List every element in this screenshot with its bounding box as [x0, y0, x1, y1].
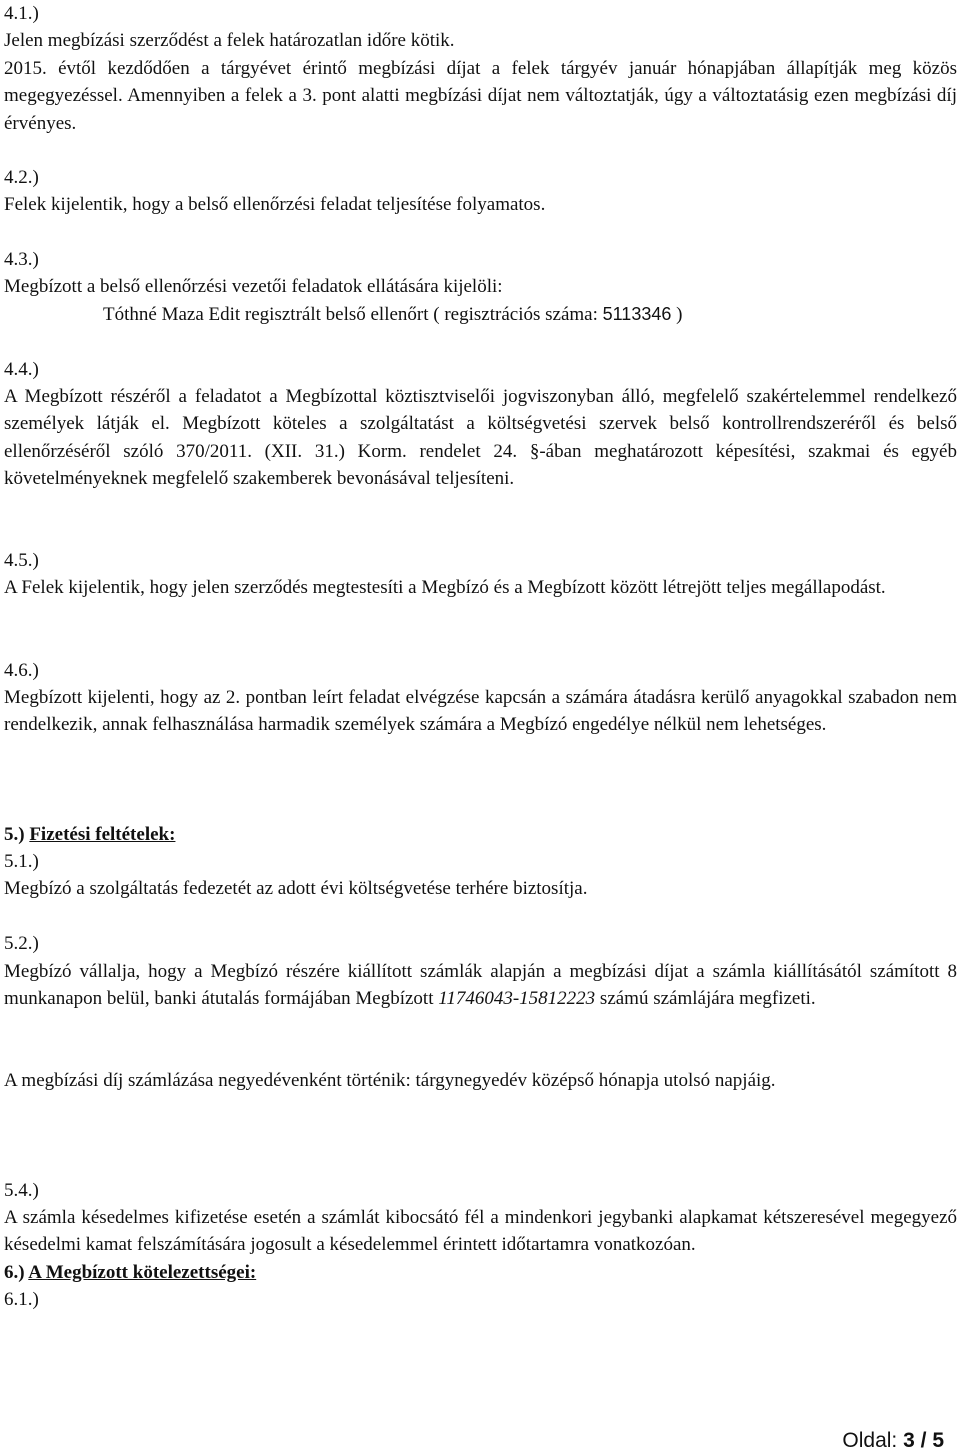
- appointee-closing-paren: ): [676, 304, 683, 325]
- appointee-line: [103, 301, 953, 328]
- page-footer: [842, 1428, 944, 1454]
- section-5-2-heading: 5.2.): [4, 933, 39, 954]
- section-4-5-heading: 4.5.): [4, 550, 39, 571]
- page-label: Oldal:: [842, 1429, 898, 1452]
- section-5-title-text: Fizetési feltételek:: [29, 824, 176, 845]
- section-5-title: [4, 821, 957, 848]
- section-5-2-text: [4, 958, 957, 1013]
- page-total: 5: [932, 1429, 944, 1452]
- section-5-4-heading: 5.4.): [4, 1180, 39, 1201]
- section-6-1-heading: 6.1.): [4, 1289, 39, 1310]
- section-6-number: 6.): [4, 1262, 25, 1283]
- page-current: 3: [903, 1429, 915, 1452]
- section-5-number: 5.): [4, 824, 25, 845]
- section-4-4-heading: 4.4.): [4, 359, 39, 380]
- appointee-name: Tóthné Maza Edit regisztrált belső ellenőrt ( regisztrációs száma:: [103, 304, 598, 325]
- section-4-1-paragraph-2: 2015. évtől kezdődően a tárgyévet érintő megbízási díjat a felek tárgyév január hónapjában állapítják meg közös megegyezéssel. Amennyiben a felek a 3. pont alatti megbízási díjat nem változtatják, úgy a változtatásig ezen megbízási díj érvényes.: [4, 58, 957, 134]
- section-4-5-text: A Felek kijelentik, hogy jelen szerződés megtestesíti a Megbízó és a Megbízott között létrejött teljes megállapodást.: [4, 577, 886, 598]
- section-4-4-text: A Megbízott részéről a feladatot a Megbízottal köztisztviselői jogviszonyban álló, megfelelő szakértelemmel rendelkező személyek látják el. Megbízott köteles a szolgáltatást a költségvetési szervek belső kontrollrendszeréről és belső ellenőrzéséről szóló 370/2011. (XII. 31.) Korm. rendelet 24. §-ában meghatározott képesítési, szakmai és egyéb követelményeknek megfelelő szakemberek bevonásával teljesíteni.: [4, 386, 957, 490]
- registration-number: 5113346: [602, 304, 672, 324]
- section-4-6-heading: 4.6.): [4, 660, 39, 681]
- section-5-2-billing-text: A megbízási díj számlázása negyedévenként történik: tárgynegyedév középső hónapja utolsó napjáig.: [4, 1070, 776, 1091]
- section-4-3-text: Megbízott a belső ellenőrzési vezetői feladatok ellátására kijelöli:: [4, 276, 503, 297]
- section-4-1-heading: 4.1.): [4, 3, 39, 24]
- section-4-2-text: Felek kijelentik, hogy a belső ellenőrzési feladat teljesítése folyamatos.: [4, 194, 546, 215]
- section-4-3-heading: 4.3.): [4, 249, 39, 270]
- section-5-2-text-before: Megbízó vállalja, hogy a Megbízó részére kiállított számlák alapján a megbízási díjat a számla kiállításától számított 8 munkanapon belül, banki átutalás formájában Megbízott: [4, 961, 957, 1010]
- page-separator: /: [920, 1429, 927, 1452]
- section-4-1-paragraph-1: Jelen megbízási szerződést a felek határozatlan időre kötik.: [4, 30, 455, 51]
- section-5-1-heading: 5.1.): [4, 851, 39, 872]
- section-5-2-text-after: számú számlájára megfizeti.: [599, 988, 816, 1010]
- section-4-6-text: Megbízott kijelenti, hogy az 2. pontban leírt feladat elvégzése kapcsán a számára átadásra kerülő anyagokkal szabadon nem rendelkezik, annak felhasználása harmadik személyek számára a Megbízó engedélye nélkül nem lehetséges.: [4, 687, 957, 736]
- section-4-2-heading: 4.2.): [4, 167, 39, 188]
- section-6-title-text: A Megbízott kötelezettségei:: [28, 1262, 257, 1283]
- section-6-title: [4, 1259, 957, 1286]
- section-5-4-text: A számla késedelmes kifizetése esetén a számlát kibocsátó fél a mindenkori jegybanki alapkamat kétszeresével megegyező késedelmi kamat felszámítására jogosult a késedelemmel érintett időtartamra vonatkozóan.: [4, 1207, 957, 1256]
- section-5-1-text: Megbízó a szolgáltatás fedezetét az adott évi költségvetése terhére biztosítja.: [4, 878, 588, 899]
- bank-account-number: 11746043-15812223: [438, 988, 596, 1010]
